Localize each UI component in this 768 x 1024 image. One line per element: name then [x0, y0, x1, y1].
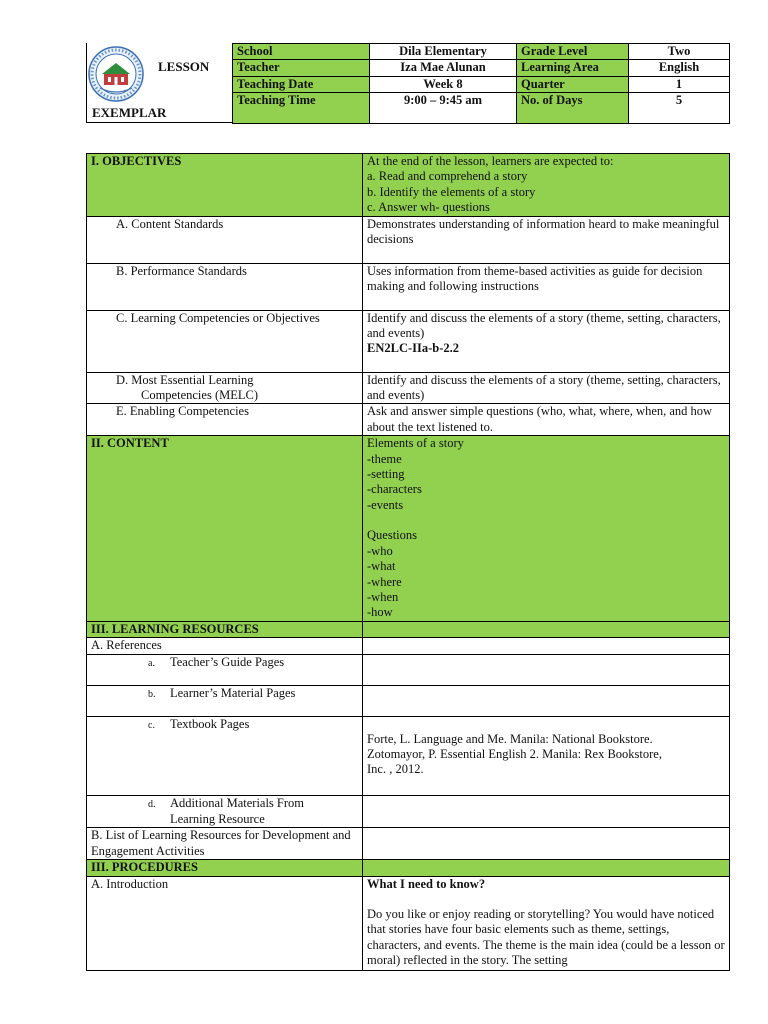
content-line: -when [367, 589, 399, 604]
introduction-content [363, 876, 730, 970]
list-marker: c. [148, 719, 155, 731]
lesson-header [86, 43, 729, 123]
header-info-table [232, 43, 730, 124]
learning-competencies-label: C. Learning Competencies or Objectives [87, 310, 363, 372]
learning-area-value: English [629, 60, 730, 76]
content-line: -how [367, 605, 393, 620]
learning-resources-list-label: B. List of Learning Resources for Development and Engagement Activities [87, 828, 363, 860]
no-of-days-value: 5 [629, 93, 730, 124]
objectives-line: a. Read and comprehend a story [367, 169, 528, 184]
item-label: Teacher’s Guide Pages [170, 654, 285, 669]
content-line: -setting [367, 467, 405, 482]
lesson-exemplar-label [86, 43, 233, 123]
melc-label-line: D. Most Essential Learning [116, 372, 254, 387]
objectives-line: b. Identify the elements of a story [367, 184, 536, 199]
introduction-text: Do you like or enjoy reading or storytelling? You would have noticed that stories have four basic elements such as theme, settings, characters, and events. The theme is the main idea (could be a lesson or moral) reflected in the story. The setting [367, 906, 725, 968]
quarter-value: 1 [629, 76, 730, 92]
lesson-plan-table [86, 153, 730, 971]
textbook-references [363, 716, 730, 795]
melc-label-line: Competencies (MELC) [141, 388, 258, 403]
competency-code: EN2LC-IIa-b-2.2 [367, 341, 460, 356]
learners-material-label [87, 685, 363, 716]
learning-area-label: Learning Area [517, 60, 629, 76]
teaching-date-label: Teaching Date [233, 76, 370, 92]
references-label: A. References [87, 638, 363, 654]
melc-label [87, 372, 363, 404]
list-marker: b. [148, 688, 156, 700]
no-of-days-label: No. of Days [517, 93, 629, 124]
teaching-time-label: Teaching Time [233, 93, 370, 124]
additional-materials-label [87, 795, 363, 828]
melc-text: Identify and discuss the elements of a story (theme, setting, characters, and events) [363, 372, 730, 404]
learning-competencies-cell [363, 310, 730, 372]
item-label: Learner’s Material Pages [170, 685, 296, 700]
list-marker: a. [148, 657, 155, 669]
content-line: -characters [367, 482, 422, 497]
objectives-list [363, 154, 730, 217]
textbook-pages-label [87, 716, 363, 795]
textbook-line: Inc. , 2012. [367, 762, 424, 777]
introduction-label: A. Introduction [87, 876, 363, 970]
content-line: Questions [367, 528, 417, 543]
school-seal-icon [88, 46, 144, 102]
performance-standards-label: B. Performance Standards [87, 263, 363, 310]
lesson-word: LESSON [158, 59, 210, 74]
content-line: -events [367, 497, 404, 512]
textbook-line: Forte, L. Language and Me. Manila: National Bookstore. [367, 731, 653, 746]
item-label: Additional Materials From [170, 795, 305, 810]
content-list [363, 436, 730, 621]
teachers-guide-label [87, 654, 363, 685]
enabling-competencies-text: Ask and answer simple questions (who, what, where, when, and how about the text listened to. [363, 404, 730, 436]
procedures-title: III. PROCEDURES [87, 860, 363, 876]
learning-competencies-text: Identify and discuss the elements of a story (theme, setting, characters, and events) [367, 310, 721, 341]
list-marker: d. [148, 798, 156, 810]
teacher-label: Teacher [233, 60, 370, 76]
school-value: Dila Elementary [370, 44, 517, 60]
grade-level-value: Two [629, 44, 730, 60]
content-line: -who [367, 543, 393, 558]
content-line: -where [367, 574, 402, 589]
teacher-value: Iza Mae Alunan [370, 60, 517, 76]
teaching-time-value: 9:00 – 9:45 am [370, 93, 517, 124]
objectives-title: I. OBJECTIVES [87, 154, 363, 217]
content-line: Elements of a story [367, 436, 464, 451]
content-title: II. CONTENT [87, 436, 363, 621]
grade-level-label: Grade Level [517, 44, 629, 60]
content-standards-text: Demonstrates understanding of information heard to make meaningful decisions [363, 216, 730, 263]
performance-standards-text: Uses information from theme-based activities as guide for decision making and following instructions [363, 263, 730, 310]
exemplar-word: EXEMPLAR [92, 105, 167, 120]
objectives-line: c. Answer wh- questions [367, 200, 490, 215]
introduction-heading: What I need to know? [367, 876, 486, 891]
item-label: Textbook Pages [170, 716, 250, 731]
enabling-competencies-label: E. Enabling Competencies [87, 404, 363, 436]
content-line: -theme [367, 451, 402, 466]
teaching-date-value: Week 8 [370, 76, 517, 92]
item-label: Learning Resource [170, 811, 265, 826]
textbook-line: Zotomayor, P. Essential English 2. Manila: Rex Bookstore, [367, 746, 662, 761]
objectives-line: At the end of the lesson, learners are expected to: [367, 154, 614, 168]
quarter-label: Quarter [517, 76, 629, 92]
content-line: -what [367, 559, 396, 574]
learning-resources-title: III. LEARNING RESOURCES [87, 621, 363, 637]
content-standards-label: A. Content Standards [87, 216, 363, 263]
school-label: School [233, 44, 370, 60]
